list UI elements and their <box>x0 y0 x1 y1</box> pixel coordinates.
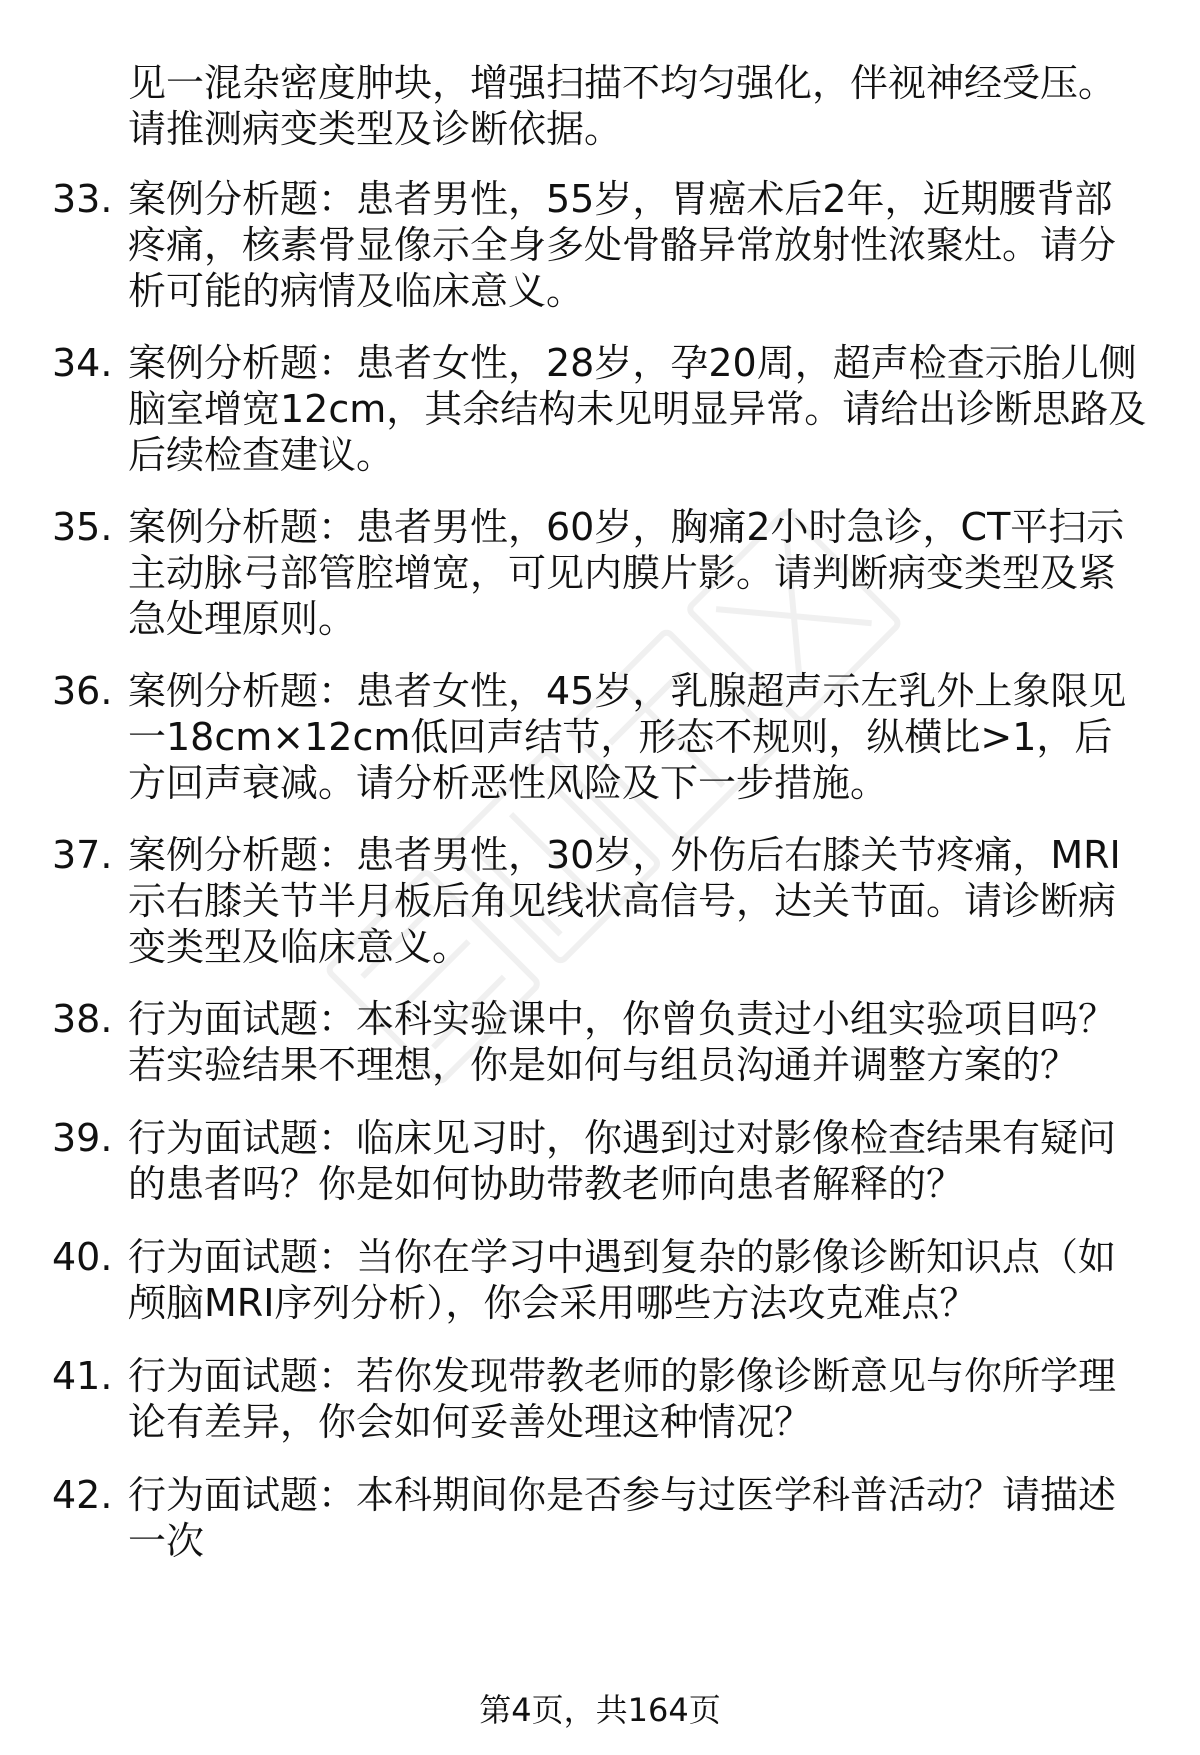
question-number: 35. <box>52 505 113 549</box>
question-number: 37. <box>52 833 113 877</box>
question-text: 行为面试题：临床见习时，你遇到过对影像检查结果有疑问的患者吗？你是如何协助带教老师向患者解释的？ <box>128 1116 1117 1206</box>
page-footer: 第4页，共164页 <box>479 1691 721 1729</box>
question-text: 行为面试题：若你发现带教老师的影像诊断意见与你所学理论有差异，你会如何妥善处理这种情况？ <box>128 1354 1117 1444</box>
question-text: 案例分析题：患者男性，30岁，外伤后右膝关节疼痛，MRI示右膝关节半月板后角见线状高信号，达关节面。请诊断病变类型及临床意义。 <box>128 833 1121 969</box>
question-number: 39. <box>52 1116 113 1160</box>
question-number: 33. <box>52 177 113 221</box>
continuation-text: 见一混杂密度肿块，增强扫描不均匀强化，伴视神经受压。请推测病变类型及诊断依据。 <box>128 61 1117 151</box>
question-number: 42. <box>52 1473 113 1517</box>
question-number: 41. <box>52 1354 113 1398</box>
question-text: 案例分析题：患者男性，60岁，胸痛2小时急诊，CT平扫示主动脉弓部管腔增宽，可见内膜片影。请判断病变类型及紧急处理原则。 <box>128 505 1125 641</box>
question-text: 行为面试题：当你在学习中遇到复杂的影像诊断知识点（如颅脑MRI序列分析），你会采用哪些方法攻克难点？ <box>128 1235 1117 1325</box>
question-text: 行为面试题：本科期间你是否参与过医学科普活动？请描述一次 <box>128 1473 1117 1563</box>
question-text: 行为面试题：本科实验课中，你曾负责过小组实验项目吗？若实验结果不理想，你是如何与组员沟通并调整方案的？ <box>128 997 1117 1087</box>
question-text: 案例分析题：患者女性，28岁，孕20周，超声检查示胎儿侧脑室增宽12cm，其余结构未见明显异常。请给出诊断思路及后续检查建议。 <box>128 341 1147 477</box>
question-text: 案例分析题：患者女性，45岁，乳腺超声示左乳外上象限见一18cm×12cm低回声结节，形态不规则，纵横比>1，后方回声衰减。请分析恶性风险及下一步措施。 <box>128 669 1127 805</box>
question-text: 案例分析题：患者男性，55岁，胃癌术后2年，近期腰背部疼痛，核素骨显像示全身多处骨骼异常放射性浓聚灶。请分析可能的病情及临床意义。 <box>128 177 1117 313</box>
question-number: 40. <box>52 1235 113 1279</box>
question-number: 38. <box>52 997 113 1041</box>
question-number: 34. <box>52 341 113 385</box>
question-number: 36. <box>52 669 113 713</box>
